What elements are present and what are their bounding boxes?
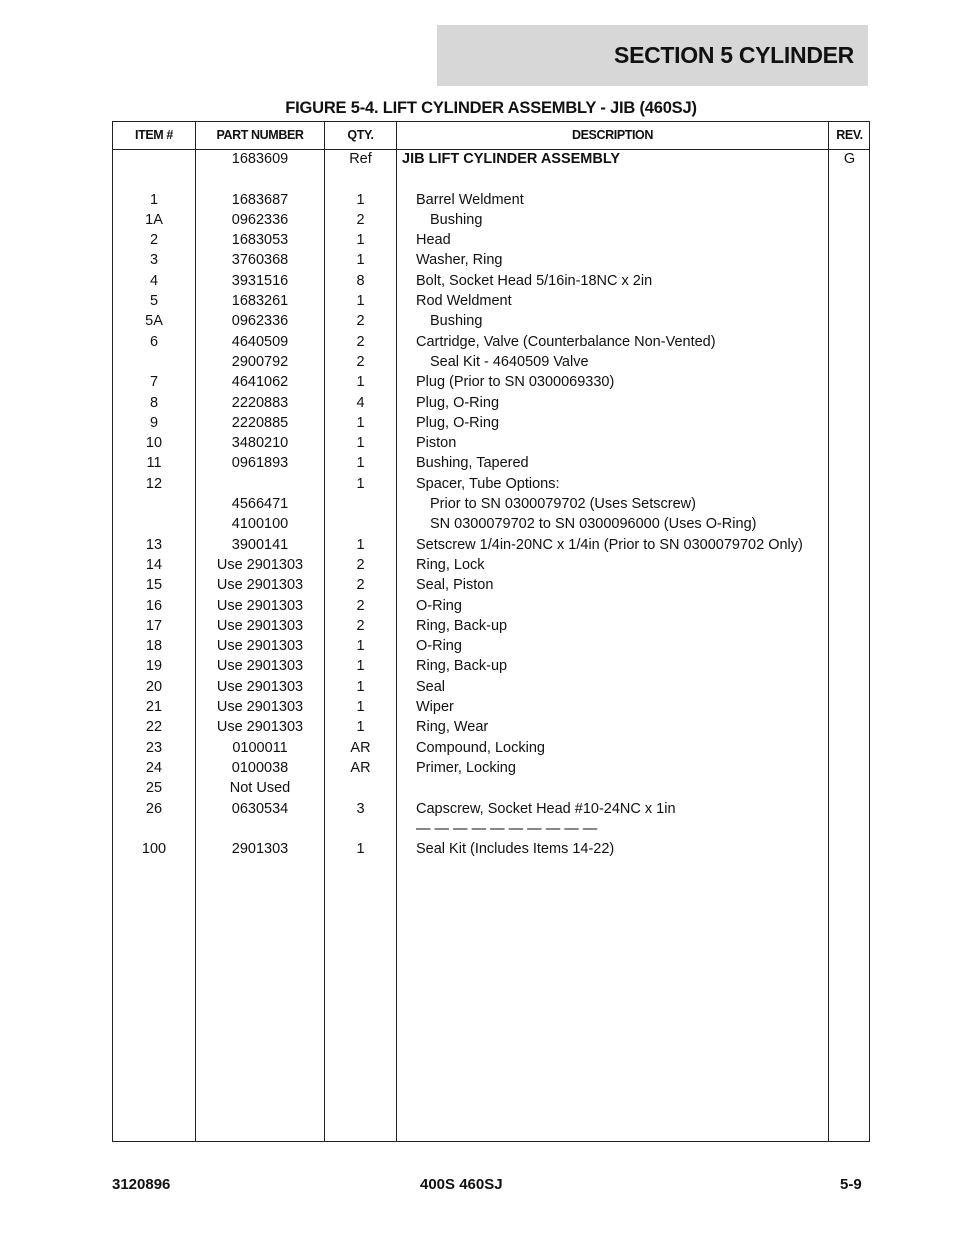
quantity-cell: 2	[356, 313, 365, 330]
table-row	[113, 453, 869, 473]
quantity-cell: AR	[350, 759, 371, 776]
table-row	[113, 372, 869, 392]
part-number-cell: Not Used	[229, 780, 291, 797]
table-row	[113, 656, 869, 676]
item-number-cell: 24	[145, 759, 163, 776]
item-number-cell: 23	[145, 739, 163, 756]
part-number-cell: 1683261	[231, 293, 289, 310]
part-number-cell: 3480210	[231, 435, 289, 452]
description-cell: Bushing, Tapered	[416, 455, 529, 472]
table-row	[113, 230, 869, 250]
description-cell: SN 0300079702 to SN 0300096000 (Uses O-Ring)	[430, 516, 757, 533]
parts-table	[112, 121, 870, 1142]
item-number-cell: 1	[149, 191, 159, 208]
part-number-cell: Use 2901303	[216, 638, 304, 655]
quantity-cell: 1	[356, 252, 365, 269]
item-number-cell: 9	[149, 414, 159, 431]
item-number-cell: 6	[149, 333, 159, 350]
description-cell: Plug (Prior to SN 0300069330)	[416, 374, 615, 391]
quantity-cell: 8	[356, 272, 365, 289]
footer-doc-number: 3120896	[112, 1176, 171, 1193]
item-number-cell: 22	[145, 719, 163, 736]
quantity-cell: 4	[356, 394, 365, 411]
part-number-cell: 0962336	[231, 313, 289, 330]
quantity-cell: 1	[356, 293, 365, 310]
part-number-cell: 1683053	[231, 232, 289, 249]
quantity-cell: 2	[356, 617, 365, 634]
item-number-cell: 7	[149, 374, 159, 391]
part-number-cell: Use 2901303	[216, 678, 304, 695]
item-number-cell: 19	[145, 658, 163, 675]
part-number-cell: Use 2901303	[216, 658, 304, 675]
description-cell: Spacer, Tube Options:	[416, 475, 560, 492]
table-row	[113, 778, 869, 798]
item-number-cell: 16	[145, 597, 163, 614]
section-header	[437, 25, 868, 86]
description-cell: Barrel Weldment	[416, 191, 524, 208]
table-body	[113, 149, 869, 859]
quantity-cell: 1	[356, 455, 365, 472]
description-cell: Plug, O-Ring	[416, 394, 500, 411]
part-number-cell: 0961893	[231, 455, 289, 472]
description-cell: Primer, Locking	[416, 759, 516, 776]
table-row	[113, 717, 869, 737]
table-row	[113, 758, 869, 778]
part-number-cell: Use 2901303	[216, 556, 304, 573]
quantity-cell: 2	[356, 211, 365, 228]
description-cell: Plug, O-Ring	[416, 414, 500, 431]
item-number-cell: 11	[146, 455, 162, 472]
part-number-cell: 3760368	[231, 252, 289, 269]
description-cell: Setscrew 1/4in-20NC x 1/4in (Prior to SN 0300079702 Only)	[416, 536, 803, 553]
column-header-qty: QTY.	[347, 128, 374, 142]
table-row	[113, 291, 869, 311]
table-row	[113, 514, 869, 534]
description-cell: Bolt, Socket Head 5/16in-18NC x 2in	[416, 272, 653, 289]
quantity-cell: 1	[356, 536, 365, 553]
table-row	[113, 799, 869, 819]
part-number-cell: Use 2901303	[216, 719, 304, 736]
column-header-rev: REV.	[836, 128, 863, 142]
part-number-cell: Use 2901303	[216, 617, 304, 634]
table-row	[113, 636, 869, 656]
description-cell: Piston	[416, 435, 457, 452]
description-cell: Seal, Piston	[416, 577, 494, 594]
item-number-cell: 12	[145, 475, 163, 492]
table-row	[113, 433, 869, 453]
table-row	[113, 697, 869, 717]
column-header-description: DESCRIPTION	[571, 128, 654, 142]
table-row	[113, 190, 869, 210]
item-number-cell: 8	[149, 394, 159, 411]
table-row	[113, 575, 869, 595]
table-row	[113, 738, 869, 758]
description-cell: Ring, Wear	[416, 719, 489, 736]
item-number-cell: 2	[149, 232, 159, 249]
quantity-cell: 1	[356, 678, 365, 695]
description-cell: Bushing	[430, 313, 483, 330]
description-cell: Seal	[416, 678, 446, 695]
quantity-cell: 1	[356, 658, 365, 675]
description-cell: Ring, Back-up	[416, 658, 508, 675]
part-number-cell: 1683687	[231, 191, 289, 208]
description-cell: Capscrew, Socket Head #10-24NC x 1in	[416, 800, 676, 817]
quantity-cell: Ref	[349, 151, 372, 167]
table-row	[113, 616, 869, 636]
item-number-cell: 18	[145, 638, 163, 655]
quantity-cell: 2	[356, 597, 365, 614]
quantity-cell: 1	[356, 191, 365, 208]
part-number-cell: 1683609	[231, 151, 289, 167]
quantity-cell: 2	[356, 353, 365, 370]
description-cell: Rod Weldment	[416, 293, 512, 310]
part-number-cell: 2220885	[231, 414, 289, 431]
quantity-cell: 1	[356, 719, 365, 736]
item-number-cell: 14	[145, 556, 163, 573]
quantity-cell: AR	[350, 739, 371, 756]
table-row	[113, 332, 869, 352]
description-cell: Prior to SN 0300079702 (Uses Setscrew)	[430, 496, 696, 513]
item-number-cell: 20	[145, 678, 163, 695]
column-header-item: ITEM #	[135, 128, 173, 142]
part-number-cell: Use 2901303	[216, 597, 304, 614]
part-number-cell: 0100011	[232, 739, 288, 756]
item-number-cell: 10	[145, 435, 163, 452]
description-cell: Bushing	[430, 211, 483, 228]
part-number-cell: 4566471	[231, 496, 289, 513]
description-cell: JIB LIFT CYLINDER ASSEMBLY	[402, 151, 621, 167]
description-cell: Seal Kit (Includes Items 14-22)	[416, 841, 615, 858]
description-cell: Wiper	[416, 699, 454, 716]
part-number-cell: 0100038	[231, 759, 289, 776]
item-number-cell: 17	[145, 617, 163, 634]
part-number-cell: 3900141	[231, 536, 289, 553]
figure-title: FIGURE 5-4. LIFT CYLINDER ASSEMBLY - JIB (460SJ)	[285, 99, 697, 117]
table-row	[113, 555, 869, 575]
table-row	[113, 819, 869, 839]
quantity-cell: 1	[356, 475, 365, 492]
part-number-cell: 4640509	[231, 333, 289, 350]
quantity-cell: 2	[356, 556, 365, 573]
table-row	[113, 250, 869, 270]
quantity-cell: 1	[356, 414, 365, 431]
part-number-cell: 4100100	[231, 516, 289, 533]
item-number-cell: 5A	[145, 313, 163, 330]
part-number-cell: 2901303	[231, 841, 289, 858]
part-number-cell: Use 2901303	[216, 699, 304, 716]
item-number-cell: 21	[145, 699, 163, 716]
item-number-cell: 25	[145, 780, 163, 797]
part-number-cell: 2900792	[231, 353, 289, 370]
table-row	[113, 494, 869, 514]
part-number-cell: 3931516	[231, 272, 289, 289]
table-row	[113, 677, 869, 697]
table-row	[113, 839, 869, 859]
item-number-cell: 13	[145, 536, 163, 553]
revision-cell: G	[843, 151, 856, 167]
item-number-cell: 100	[141, 841, 167, 858]
part-number-cell: Use 2901303	[216, 577, 304, 594]
quantity-cell: 2	[356, 577, 365, 594]
item-number-cell: 1A	[145, 211, 163, 228]
table-row	[113, 210, 869, 230]
table-row	[113, 474, 869, 494]
description-cell: Head	[416, 232, 451, 249]
description-cell: Ring, Lock	[416, 556, 485, 573]
column-header-part-number: PART NUMBER	[216, 128, 304, 142]
description-cell: Ring, Back-up	[416, 617, 508, 634]
table-row	[113, 535, 869, 555]
quantity-cell: 1	[356, 699, 365, 716]
description-cell: Compound, Locking	[416, 739, 545, 756]
description-cell: Washer, Ring	[416, 252, 503, 269]
table-row	[113, 393, 869, 413]
description-cell: O-Ring	[416, 638, 462, 655]
quantity-cell: 1	[356, 841, 365, 858]
quantity-cell: 1	[356, 435, 365, 452]
table-row	[113, 596, 869, 616]
part-number-cell: 4641062	[231, 374, 289, 391]
table-row	[113, 149, 869, 169]
description-cell: Seal Kit - 4640509 Valve	[430, 353, 589, 370]
table-row	[113, 352, 869, 372]
item-number-cell: 3	[149, 252, 159, 269]
table-row	[113, 311, 869, 331]
footer-model: 400S 460SJ	[420, 1176, 503, 1193]
quantity-cell: 1	[356, 638, 365, 655]
section-title: SECTION 5 CYLINDER	[614, 42, 854, 68]
part-number-cell: 0962336	[231, 211, 289, 228]
quantity-cell: 3	[356, 800, 365, 817]
table-row	[113, 169, 869, 189]
description-cell: — — — — — — — — — —	[416, 820, 598, 837]
quantity-cell: 2	[356, 333, 365, 350]
item-number-cell: 15	[145, 577, 163, 594]
item-number-cell: 4	[149, 272, 159, 289]
table-row	[113, 413, 869, 433]
table-row	[113, 271, 869, 291]
quantity-cell: 1	[356, 232, 365, 249]
part-number-cell: 2220883	[231, 394, 289, 411]
footer-page-number: 5-9	[840, 1176, 862, 1193]
description-cell: Cartridge, Valve (Counterbalance Non-Vented)	[416, 333, 716, 350]
part-number-cell: 0630534	[231, 800, 289, 817]
item-number-cell: 5	[149, 293, 159, 310]
item-number-cell: 26	[145, 800, 163, 817]
quantity-cell: 1	[356, 374, 365, 391]
description-cell: O-Ring	[416, 597, 462, 614]
